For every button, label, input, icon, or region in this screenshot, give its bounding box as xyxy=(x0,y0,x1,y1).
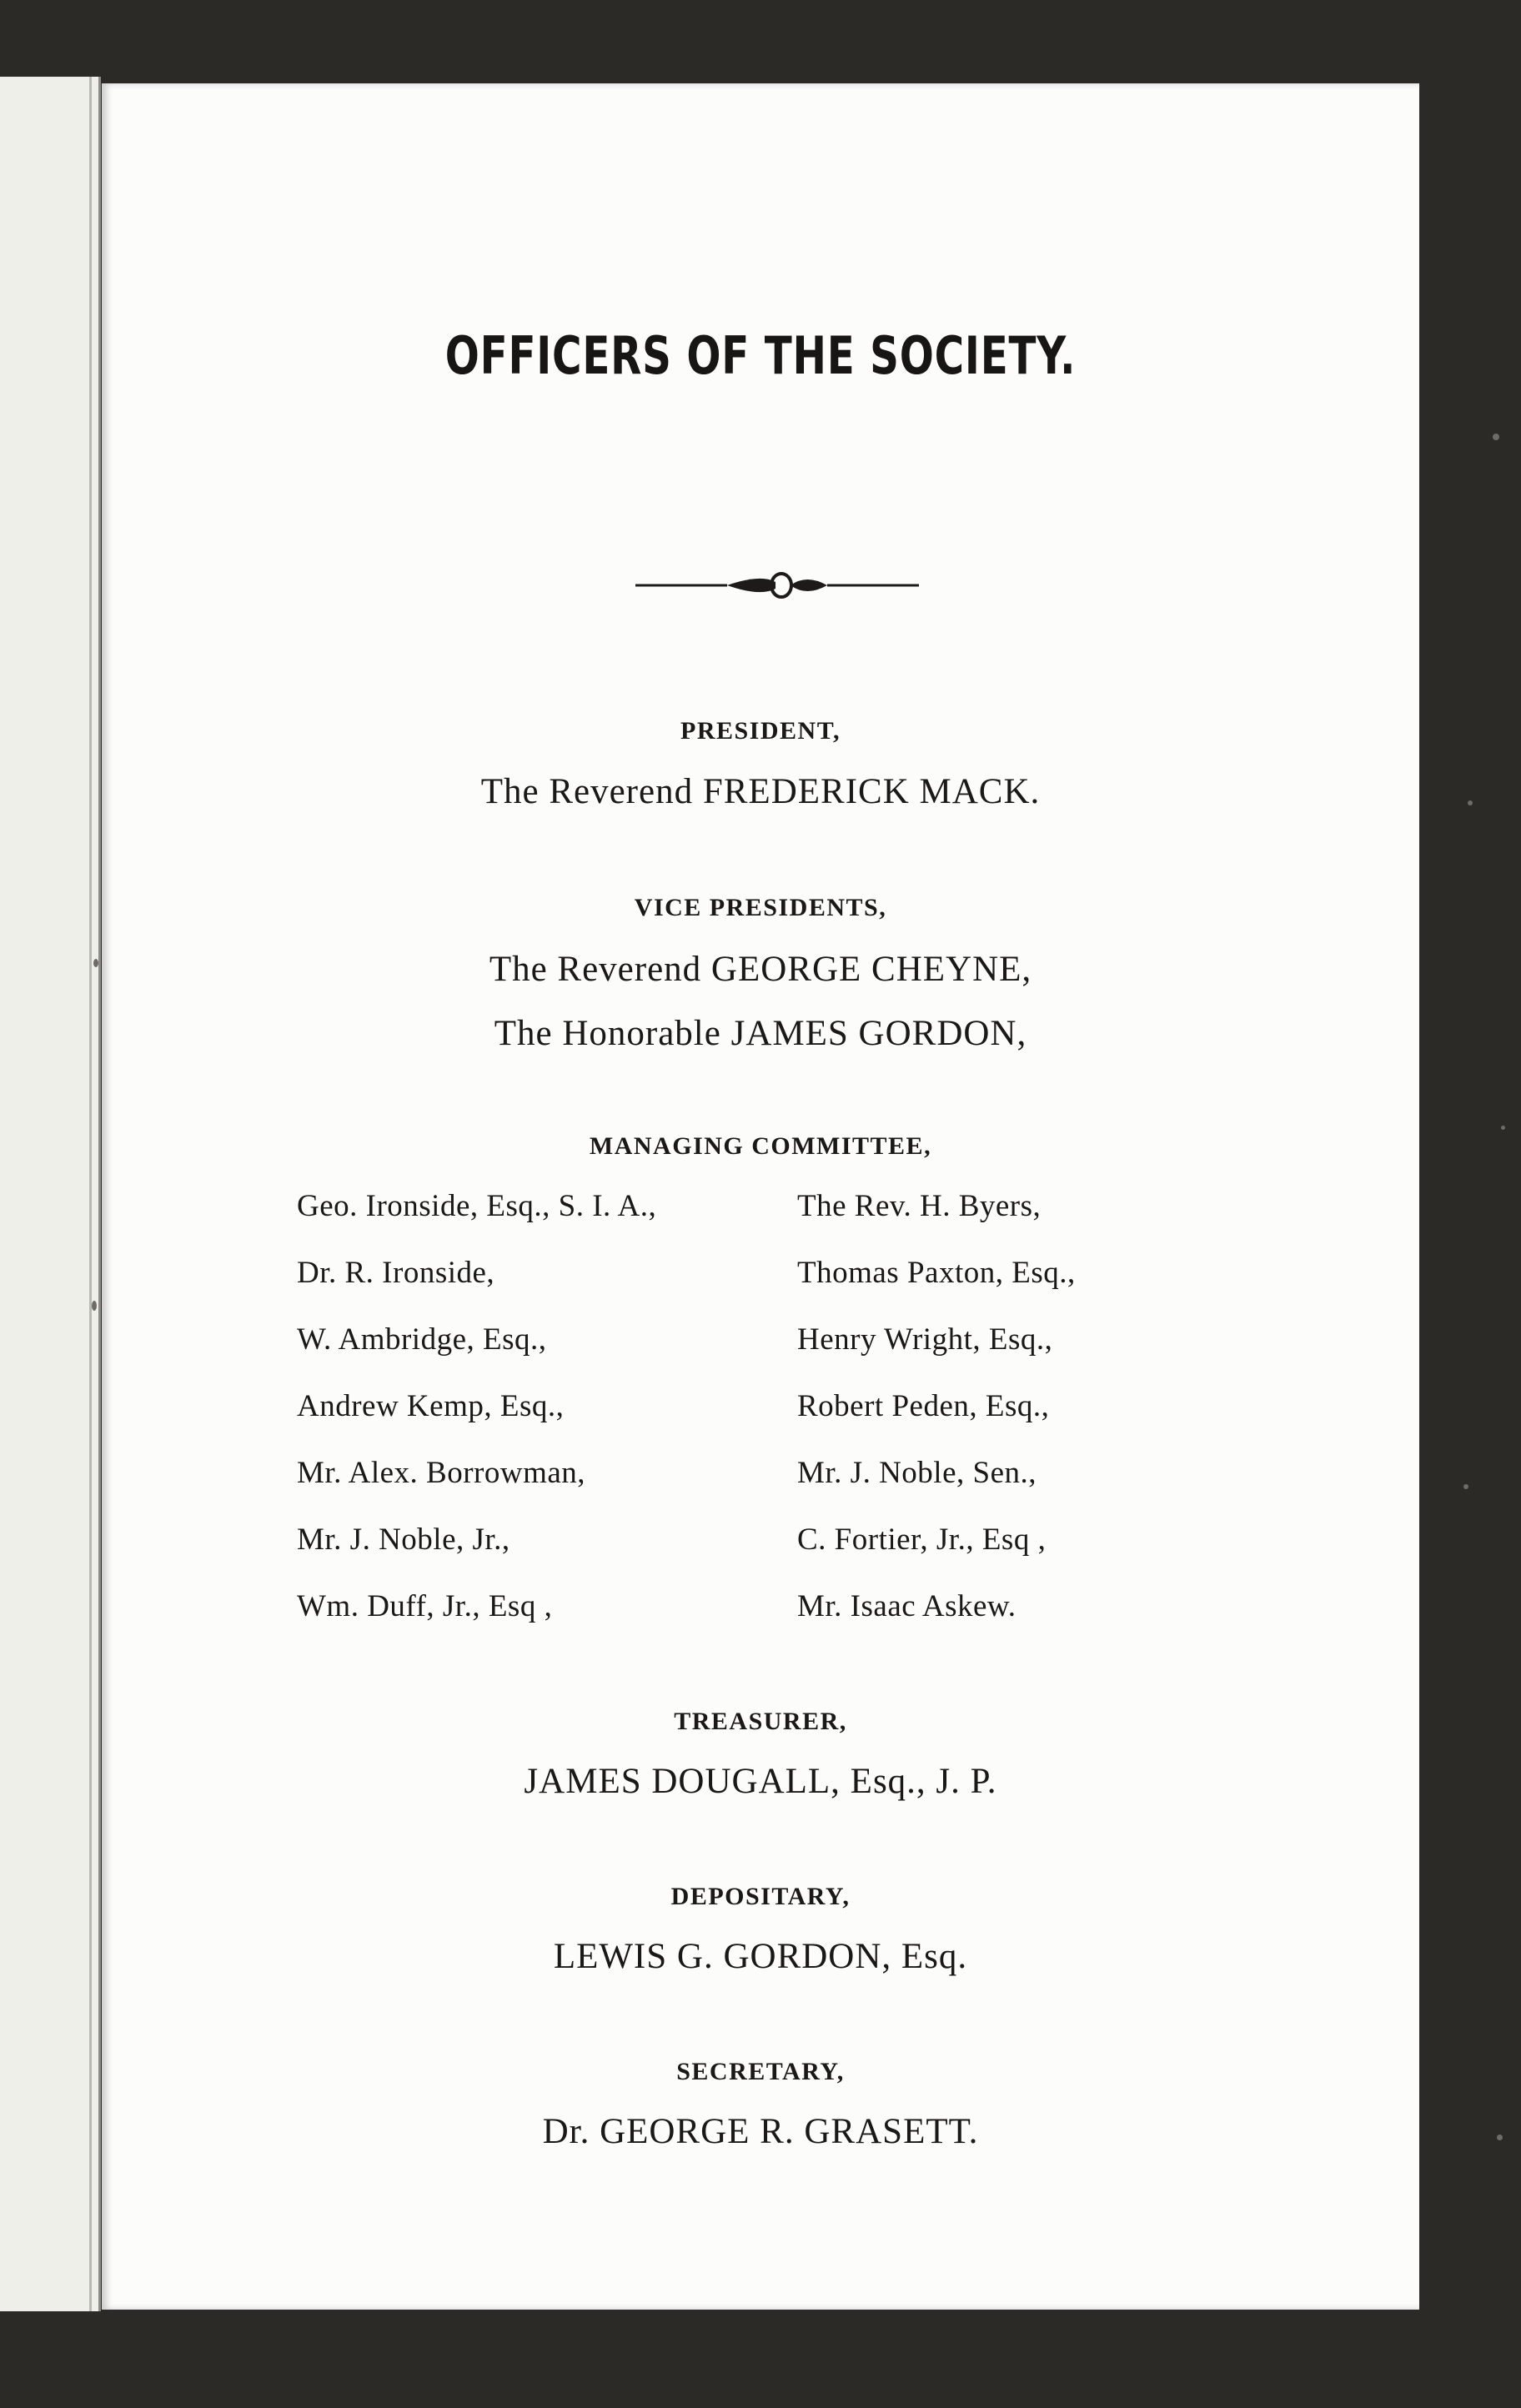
secretary-label: SECRETARY, xyxy=(676,2058,845,2085)
secretary-name: Dr. GEORGE R. GRASETT. xyxy=(542,2112,979,2151)
depositary-name: LEWIS G. GORDON, Esq. xyxy=(553,1937,968,1976)
document-page xyxy=(102,83,1419,2310)
committee-list xyxy=(297,1188,1298,1655)
committee-row xyxy=(297,1255,1298,1322)
committee-member: Thomas Paxton, Esq., xyxy=(797,1256,1076,1290)
vice-president-name: The Reverend GEORGE CHEYNE, xyxy=(489,950,1032,989)
committee-row xyxy=(297,1322,1298,1388)
committee-member: The Rev. H. Byers, xyxy=(797,1189,1042,1223)
depositary-label: DEPOSITARY, xyxy=(670,1883,851,1910)
page-title: OFFICERS OF THE SOCIETY. xyxy=(444,325,1077,386)
committee-member: Dr. R. Ironside, xyxy=(297,1256,495,1290)
committee-member: Wm. Duff, Jr., Esq , xyxy=(297,1589,553,1623)
committee-member: Robert Peden, Esq., xyxy=(797,1389,1050,1423)
committee-member: Mr. J. Noble, Sen., xyxy=(797,1456,1037,1490)
committee-member: Geo. Ironside, Esq., S. I. A., xyxy=(297,1189,657,1223)
committee-label: MANAGING COMMITTEE, xyxy=(589,1132,932,1160)
committee-row xyxy=(297,1188,1298,1255)
committee-member: W. Ambridge, Esq., xyxy=(297,1322,547,1357)
committee-row xyxy=(297,1388,1298,1455)
president-label: PRESIDENT, xyxy=(680,717,841,745)
facing-page-edge xyxy=(0,77,101,2311)
vice-president-name: The Honorable JAMES GORDON, xyxy=(494,1014,1027,1053)
committee-row xyxy=(297,1522,1298,1588)
committee-row xyxy=(297,1455,1298,1522)
committee-row xyxy=(297,1588,1298,1655)
committee-member: Henry Wright, Esq., xyxy=(797,1322,1053,1357)
committee-member: C. Fortier, Jr., Esq , xyxy=(797,1523,1047,1557)
ornament-divider xyxy=(627,559,927,609)
committee-member: Mr. Isaac Askew. xyxy=(797,1589,1017,1623)
committee-member: Andrew Kemp, Esq., xyxy=(297,1389,565,1423)
committee-member: Mr. J. Noble, Jr., xyxy=(297,1523,510,1557)
president-name: The Reverend FREDERICK MACK. xyxy=(480,772,1041,811)
treasurer-label: TREASURER, xyxy=(674,1708,847,1735)
committee-member: Mr. Alex. Borrowman, xyxy=(297,1456,586,1490)
treasurer-name: JAMES DOUGALL, Esq., J. P. xyxy=(524,1762,997,1801)
facing-page-fold xyxy=(89,77,92,2311)
vice-presidents-label: VICE PRESIDENTS, xyxy=(634,894,887,921)
